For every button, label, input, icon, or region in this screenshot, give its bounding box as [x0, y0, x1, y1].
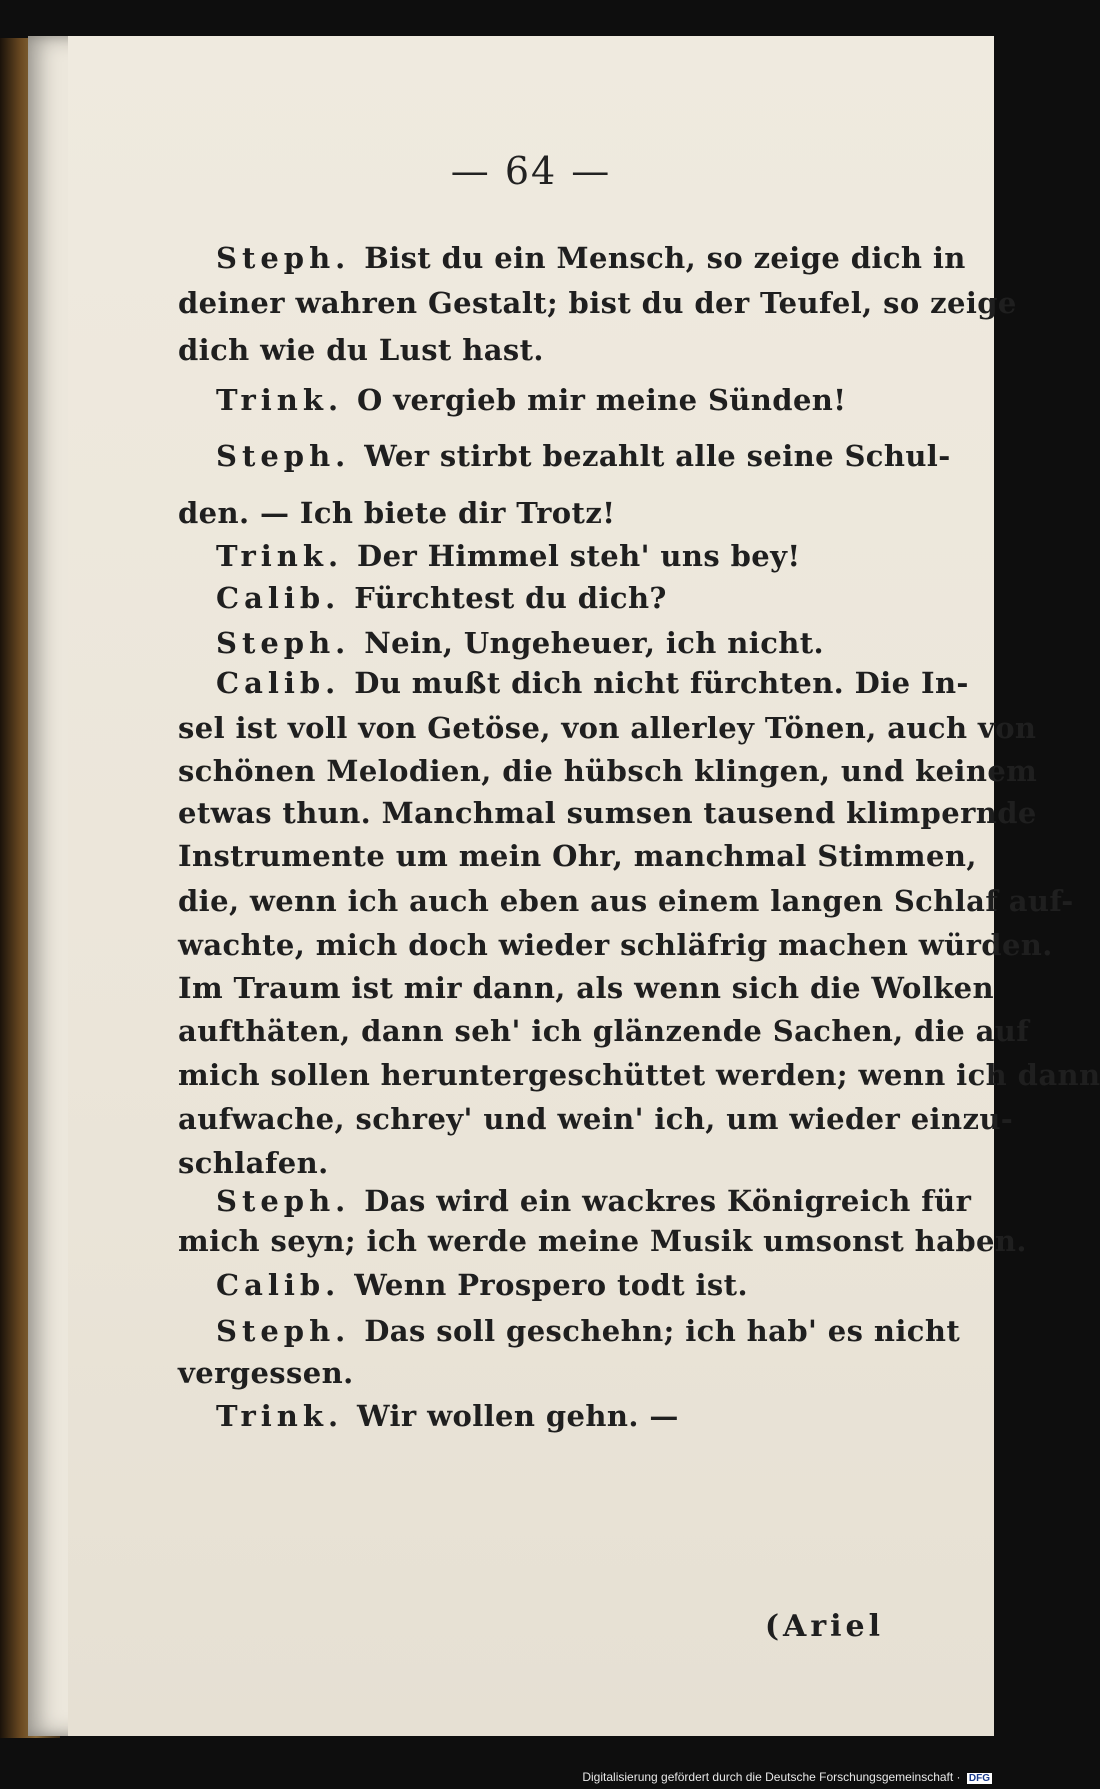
line-text: Im Traum ist mir dann, als wenn sich die Wolken [178, 971, 995, 1005]
page-number: — 64 — [450, 149, 612, 193]
text-line [178, 928, 1053, 962]
book-page [28, 36, 1100, 1736]
text-line [216, 241, 966, 275]
text-line [178, 971, 994, 1005]
text-line [178, 1146, 329, 1180]
speaker-name: Trink. [216, 1399, 344, 1433]
line-text: wachte, mich doch wieder schläfrig machen würden. [178, 928, 1053, 962]
line-text: aufthäten, dann seh' ich glänzende Sachen, die auf [178, 1014, 1030, 1048]
line-text: deiner wahren Gestalt; bist du der Teufel, so zeige [178, 286, 1017, 320]
text-line [216, 383, 846, 417]
line-text: Du mußt dich nicht fürchten. Die In- [354, 666, 969, 700]
text-line [178, 1224, 1027, 1258]
text-line [216, 1399, 679, 1433]
text-line [216, 626, 824, 660]
line-text: etwas thun. Manchmal sumsen tausend klimpernde [178, 796, 1037, 830]
line-text: Wenn Prospero todt ist. [354, 1268, 748, 1302]
line-text: sel ist voll von Getöse, von allerley Tönen, auch von [178, 711, 1037, 745]
text-line [178, 1014, 1029, 1048]
text-line [178, 496, 615, 530]
line-text: dich wie du Lust hast. [178, 333, 544, 367]
text-line [216, 581, 667, 615]
speaker-name: Steph. [216, 439, 351, 473]
line-text: mich sollen heruntergeschüttet werden; wenn ich dann [178, 1058, 1100, 1092]
speaker-name: Calib. [216, 581, 341, 615]
text-line [216, 666, 969, 700]
line-text: Wer stirbt bezahlt alle seine Schul- [364, 439, 951, 473]
line-text: Bist du ein Mensch, so zeige dich in [364, 241, 966, 275]
text-line [178, 333, 544, 367]
text-line [216, 1268, 748, 1302]
speaker-name: Trink. [216, 383, 344, 417]
text-line [216, 1184, 971, 1218]
line-text: den. — Ich biete dir Trotz! [178, 496, 616, 530]
speaker-name: Calib. [216, 666, 341, 700]
page-body [68, 36, 1100, 1736]
line-text: Fürchtest du dich? [354, 581, 667, 615]
line-text: Instrumente um mein Ohr, manchmal Stimmen, [178, 839, 977, 873]
text-line [216, 439, 951, 473]
line-text: Das soll geschehn; ich hab' es nicht [364, 1314, 961, 1348]
line-text: Wir wollen gehn. — [357, 1399, 679, 1433]
dfg-logo: DFG [968, 1773, 990, 1784]
text-line [178, 754, 1037, 788]
credit-text: Digitalisierung gefördert durch die Deutsche Forschungsgemeinschaft · [582, 1770, 961, 1784]
text-line [178, 1058, 1100, 1092]
line-text: Nein, Ungeheuer, ich nicht. [364, 626, 825, 660]
line-text: vergessen. [178, 1356, 354, 1390]
line-text: mich seyn; ich werde meine Musik umsonst haben. [178, 1224, 1027, 1258]
text-line [178, 1102, 1013, 1136]
line-text: schlafen. [178, 1146, 329, 1180]
catchword: (Ariel [764, 1609, 884, 1644]
line-text: O vergieb mir meine Sünden! [357, 383, 847, 417]
line-text: schönen Melodien, die hübsch klingen, und keinem [178, 754, 1038, 788]
text-line [178, 839, 977, 873]
line-text: aufwache, schrey' und wein' ich, um wieder einzu- [178, 1102, 1014, 1136]
digitization-credit [578, 1769, 996, 1785]
text-line [178, 286, 1017, 320]
speaker-name: Steph. [216, 1314, 351, 1348]
line-text: Der Himmel steh' uns bey! [357, 539, 801, 573]
text-line [178, 884, 1074, 918]
speaker-name: Steph. [216, 626, 351, 660]
text-line [178, 711, 1036, 745]
line-text: die, wenn ich auch eben aus einem langen Schlaf auf- [178, 884, 1074, 918]
speaker-name: Calib. [216, 1268, 341, 1302]
line-text: Das wird ein wackres Königreich für [364, 1184, 972, 1218]
speaker-name: Trink. [216, 539, 344, 573]
text-line [216, 1314, 960, 1348]
text-line [178, 1356, 354, 1390]
text-line [178, 796, 1037, 830]
speaker-name: Steph. [216, 1184, 351, 1218]
speaker-name: Steph. [216, 241, 351, 275]
text-line [216, 539, 801, 573]
